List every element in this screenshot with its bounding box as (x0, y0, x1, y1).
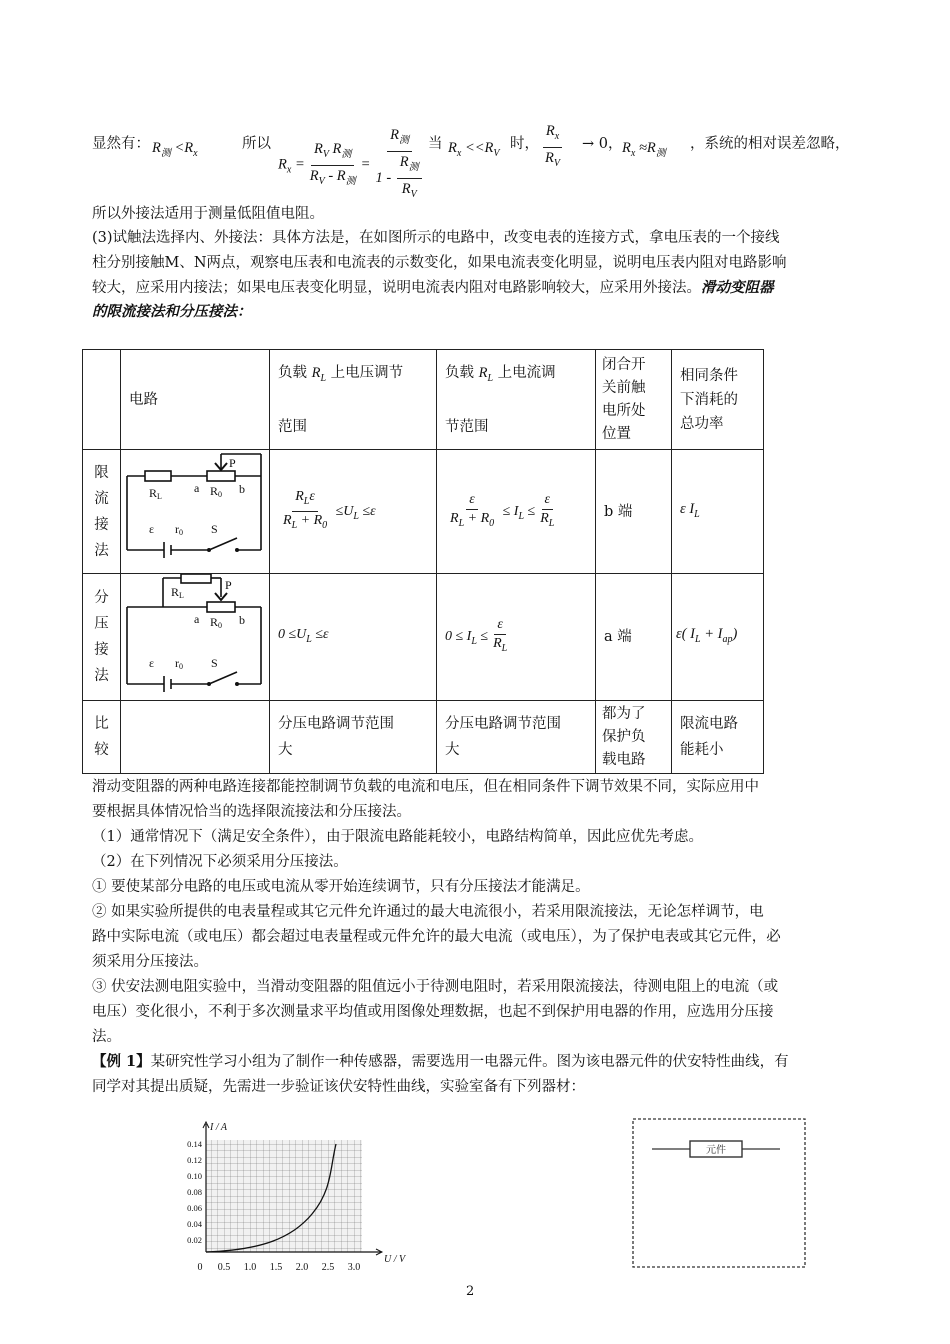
emphasis-heading: 的限流接法和分压接法： (92, 303, 252, 320)
label-eps: ε (149, 656, 155, 670)
power-cell (672, 450, 764, 574)
y-tick: 0.08 (187, 1187, 202, 1197)
compare-position: 都为了 保护负 载电路 (602, 705, 646, 768)
paragraph-line: 滑动变阻器的两种电路连接都能控制调节负载的电流和电压，但在相同条件下调节效果不同，实际应用中 (92, 779, 759, 795)
formula-cell (270, 450, 437, 574)
paragraph-line: （1）通常情况下（满足安全条件），由于限流电路能耗较小，电路结构简单，因此应优先考虑。 (92, 829, 703, 845)
y-tick: 0.10 (187, 1171, 202, 1181)
x-tick: 0 (197, 1262, 203, 1273)
label-s: S (211, 656, 218, 670)
header-cell (672, 350, 764, 450)
compare-power: 限流电路 能耗小 (680, 716, 738, 758)
row-label-cell (83, 574, 121, 701)
position-value: b 端 (604, 503, 633, 520)
switch-contact (207, 548, 211, 552)
row-label: 比 较 (94, 716, 109, 758)
label-r0-internal: r0 (175, 656, 183, 671)
y-tick: 0.14 (187, 1139, 202, 1149)
label-r0: R0 (210, 484, 223, 499)
paragraph-text: 较大，应采用内接法；如果电压表变化明显，说明电流表内阻对电路影响较大，应采用外接法。 (92, 280, 701, 296)
paragraph-line: ① 要使某部分电路的电压或电流从零开始连续调节，只有分压接法才能满足。 (92, 879, 590, 895)
conclusion-text: ，系统的相对误差忽略， (690, 136, 850, 152)
compare-voltage: 分压电路调节范围 大 (278, 716, 394, 758)
label-eps: ε (149, 522, 155, 536)
paragraph-line: 法。 (92, 1029, 121, 1045)
label-a: a (194, 612, 200, 626)
element-box (630, 1116, 810, 1272)
paragraph-line (92, 276, 774, 300)
current-range-formula: $\frac{\varepsilon}{R_L + R_0}$ ≤ $I_L$ ≤ $\frac{\varepsilon}{R_L}$ (450, 491, 555, 529)
compare-current: 分压电路调节范围 大 (445, 716, 561, 758)
current-limiting-circuit (121, 450, 269, 573)
switch-contact (235, 682, 239, 686)
label-b: b (239, 613, 245, 627)
position-cell (596, 574, 672, 701)
ratio: $\frac{R_x}{R_V}$ (540, 122, 565, 173)
header-cell (270, 350, 437, 450)
emphasis-text: 滑动变阻器 (701, 279, 774, 296)
when-text: 当 (428, 136, 443, 152)
header-cell (437, 350, 596, 450)
position-value: a 端 (604, 629, 632, 645)
corner-cell (83, 350, 121, 450)
paragraph-line: 电压）变化很小，不利于多次测量求平均值或用图像处理数据，也起不到保护用电器的作用，应选用分压接 (92, 1004, 774, 1020)
compare-cell (596, 701, 672, 774)
y-tick: 0.04 (187, 1219, 202, 1229)
x-tick: 2.0 (295, 1262, 309, 1273)
y-tick: 0.06 (187, 1203, 202, 1213)
label-rl: RL (171, 585, 184, 600)
approx: $R_x \approx R_测$ (622, 140, 666, 159)
header-cell (121, 350, 270, 450)
paragraph-line: (3)试触法选择内、外接法：具体方法是，在如图所示的电路中，改变电表的连接方式，拿电压表的一个接线 (92, 230, 780, 246)
y-tick: 0.02 (187, 1235, 202, 1245)
arrow-zero: → 0， (582, 136, 623, 152)
row-label-cell (83, 450, 121, 574)
iv-curve-graph (172, 1118, 408, 1278)
formula-cell (437, 450, 596, 574)
paragraph-line: 柱分别接触M、N两点，观察电压表和电流表的示数变化，如果电流表变化明显，说明电压表内阻对电路影响 (92, 255, 787, 271)
voltage-range-formula: $\frac{R_L\varepsilon}{R_L + R_0}$ $\le U_L \le\varepsilon$ (283, 489, 376, 531)
row-label: 限 流 接 法 (94, 464, 109, 559)
current-range-formula: $0 \le I_L$ ≤ $\frac{\varepsilon}{R_L}$ (445, 617, 508, 654)
example-text: 某研究性学习小组为了制作一种传感器，需要选用一电器元件。图为该电器元件的伏安特性曲线，有 (150, 1054, 789, 1070)
paragraph-line: 所以外接法适用于测量低阻值电阻。 (92, 206, 324, 222)
label-p: P (225, 578, 232, 592)
paragraph-line: ② 如果实验所提供的电表量程或其它元件允许通过的最大电流很小，若采用限流接法，无论怎样调节，电 (92, 904, 764, 920)
row-label: 分 压 接 法 (94, 590, 109, 684)
compare-cell (437, 701, 596, 774)
label-s: S (211, 522, 218, 536)
time-text: 时， (510, 136, 539, 152)
formula-line (92, 112, 892, 200)
circuit-cell (121, 574, 270, 701)
paragraph-line: 须采用分压接法。 (92, 954, 208, 970)
row-label-cell (83, 701, 121, 774)
circuit-cell (121, 450, 270, 574)
empty-cell (121, 701, 270, 774)
table-row (83, 574, 764, 701)
power-formula: ε $I_L$ (680, 500, 700, 520)
formula-cell (270, 574, 437, 701)
header-position: 闭合开 关前触 电所处 位置 (602, 356, 646, 442)
x-tick: 1.0 (243, 1262, 257, 1273)
table-header-row (83, 350, 764, 450)
compare-cell (672, 701, 764, 774)
label-r0: R0 (210, 615, 223, 630)
power-cell (672, 574, 764, 701)
inequality: $R_测 <R_x$ (152, 140, 198, 159)
voltage-divider-circuit (121, 574, 269, 700)
x-tick: 0.5 (217, 1262, 231, 1273)
x-axis-label: U / V (384, 1254, 406, 1265)
paragraph-line: ③ 伏安法测电阻实验中，当滑动变阻器的阻值远小于待测电阻时，若采用限流接法，待测电阻上的电流（或 (92, 979, 779, 995)
label-p: P (229, 456, 236, 470)
switch-contact (207, 682, 211, 686)
power-formula: ε( $I_L + I_{ap}$) (676, 626, 738, 645)
header-current: 负载 $R_L$ 上电流调 节范围 (445, 364, 556, 435)
header-circuit: 电路 (129, 391, 158, 408)
y-axis-label: I / A (210, 1122, 228, 1133)
table-row (83, 701, 764, 774)
paragraph-line: 要根据具体情况恰当的选择限流接法和分压接法。 (92, 804, 411, 820)
comparison-table (82, 349, 764, 774)
header-power: 相同条件 下消耗的 总功率 (680, 367, 738, 432)
voltage-range-formula: $0 \le U_L \le\varepsilon$ (278, 626, 329, 645)
label-a: a (194, 481, 200, 495)
paragraph-line: （2）在下列情况下必须采用分压接法。 (92, 854, 348, 870)
y-tick: 0.12 (187, 1155, 202, 1165)
compare-cell (270, 701, 437, 774)
header-voltage: 负载 $R_L$ 上电压调节 范围 (278, 364, 404, 435)
example-line (92, 1050, 789, 1074)
header-cell (596, 350, 672, 450)
table-row (83, 450, 764, 574)
element-label: 元件 (706, 1145, 726, 1156)
paragraph-line: 路中实际电流（或电压）都会超过电表量程或元件允许的最大电流（或电压），为了保护电表或其它元件，必 (92, 929, 781, 945)
page-number: 2 (466, 1284, 475, 1299)
label-rl: RL (149, 486, 162, 501)
example-tag: 【例 1】 (92, 1053, 151, 1070)
x-tick: 2.5 (321, 1262, 335, 1273)
label-b: b (239, 482, 245, 496)
position-cell (596, 450, 672, 574)
condition: $R_x <<R_V$ (448, 140, 500, 159)
formula-cell (437, 574, 596, 701)
obvious-text: 显然有： (92, 136, 150, 152)
formula-main: $R_x$ = $\frac{R_V R_测}{R_V - R_测}$ = $R_测$ 1 - $\frac{R_测}{R_V}$ (278, 126, 429, 204)
paragraph-line: 同学对其提出质疑，先需进一步验证该伏安特性曲线，实验室备有下列器材： (92, 1079, 585, 1095)
label-r0-internal: r0 (175, 522, 183, 537)
so-text: 所以 (242, 136, 271, 152)
x-tick: 1.5 (269, 1262, 283, 1273)
switch-contact (235, 548, 239, 552)
x-tick: 3.0 (347, 1262, 361, 1273)
